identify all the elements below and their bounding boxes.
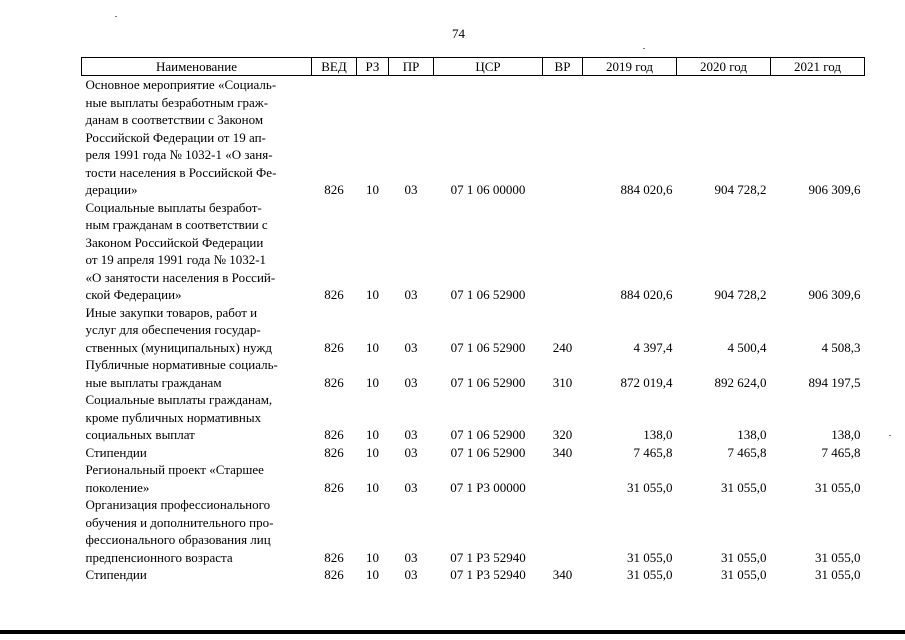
cell-pr: 03 [404, 182, 418, 197]
name-line: Основное мероприятие «Социаль- [85, 77, 277, 92]
table-row [82, 461, 865, 496]
name-line: Стипендии [85, 567, 147, 582]
name-line: ным гражданам в соответствии с [85, 217, 268, 232]
name-line: от 19 апреля 1991 года № 1032-1 [85, 252, 267, 267]
name-line: дерации» [85, 182, 138, 197]
cell-2021: 138,0 [831, 427, 861, 442]
header-csr: ЦСР [434, 58, 543, 76]
cell-2020: 904 728,2 [714, 287, 767, 302]
name-line: Социальные выплаты безработ- [85, 199, 262, 215]
name-line: ственных (муниципальных) нужд [85, 339, 272, 355]
header-vr: ВР [543, 58, 583, 76]
cell-pr: 03 [404, 339, 418, 355]
name-line: социальных выплат [85, 427, 195, 442]
cell-ved: 826 [324, 287, 344, 302]
cell-pr: 03 [404, 374, 418, 390]
cell-name [82, 496, 312, 566]
cell-rz: 10 [366, 479, 379, 495]
cell-vr [543, 76, 583, 199]
cell-rz: 10 [366, 549, 379, 565]
cell-2021: 7 465,8 [821, 444, 861, 460]
header-2021: 2021 год [771, 58, 865, 76]
header-pr: ПР [389, 58, 434, 76]
bottom-border [0, 630, 905, 634]
cell-rz: 10 [366, 444, 379, 460]
cell-pr: 03 [404, 427, 418, 442]
name-line: предпенсионного возраста [85, 549, 233, 565]
cell-2019: 31 055,0 [627, 549, 673, 565]
cell-pr: 03 [404, 479, 418, 495]
cell-csr: 07 1 P3 52940 [450, 567, 526, 582]
name-line: Стипендии [85, 444, 147, 460]
cell-vr: 340 [552, 444, 573, 460]
cell-name [82, 391, 312, 444]
header-2019: 2019 год [583, 58, 677, 76]
cell-2020: 4 500,4 [727, 339, 767, 355]
scan-speck [889, 435, 891, 436]
cell-2019: 31 055,0 [627, 567, 673, 582]
cell-name [82, 356, 312, 391]
table-body [82, 76, 865, 584]
cell-pr: 03 [404, 549, 418, 565]
page-number: 74 [452, 26, 465, 41]
name-line: фессионального образования лиц [85, 532, 271, 547]
cell-csr: 07 1 06 52900 [450, 374, 526, 390]
cell-ved: 826 [324, 567, 344, 582]
cell-2020: 138,0 [737, 427, 767, 442]
name-line: услуг для обеспечения государ- [85, 322, 261, 337]
cell-vr [543, 199, 583, 304]
cell-ved: 826 [324, 182, 344, 197]
name-line: «О занятости населения в Россий- [85, 269, 276, 285]
cell-name [82, 461, 312, 496]
name-line: реля 1991 года № 1032-1 «О заня- [85, 147, 273, 162]
cell-2020: 31 055,0 [721, 479, 767, 495]
cell-ved: 826 [324, 427, 344, 442]
cell-pr: 03 [404, 287, 418, 302]
cell-2021: 31 055,0 [815, 479, 861, 495]
cell-2020: 31 055,0 [721, 549, 767, 565]
header-rz: РЗ [357, 58, 389, 76]
cell-2019: 7 465,8 [633, 444, 673, 460]
cell-2020: 7 465,8 [727, 444, 767, 460]
cell-name [82, 199, 312, 304]
cell-rz: 10 [366, 182, 379, 197]
name-line: Законом Российской Федерации [85, 234, 264, 250]
cell-name [82, 304, 312, 357]
name-line: Социальные выплаты гражданам, [85, 392, 273, 407]
name-line: тости населения в Российской Фе- [85, 164, 277, 180]
cell-vr [543, 496, 583, 566]
cell-csr: 07 1 06 52900 [450, 339, 526, 355]
table-row [82, 444, 865, 462]
cell-rz: 10 [366, 374, 379, 390]
cell-rz: 10 [366, 567, 379, 582]
name-line: Иные закупки товаров, работ и [85, 304, 258, 320]
cell-name [82, 76, 312, 199]
cell-csr: 07 1 P3 52940 [450, 549, 526, 565]
cell-2021: 4 508,3 [821, 339, 861, 355]
table-row [82, 566, 865, 584]
table-row [82, 496, 865, 566]
name-line: ской Федерации» [85, 287, 182, 302]
header-2020: 2020 год [677, 58, 771, 76]
table-row [82, 199, 865, 304]
table-row [82, 76, 865, 199]
cell-vr: 320 [552, 427, 573, 442]
cell-rz: 10 [366, 427, 379, 442]
scan-speck [115, 16, 117, 17]
name-line: данам в соответствии с Законом [85, 112, 264, 127]
budget-table [81, 57, 865, 584]
cell-2019: 4 397,4 [633, 339, 673, 355]
name-line: Организация профессионального [85, 497, 271, 512]
name-line: Региональный проект «Старшее [85, 462, 264, 477]
cell-rz: 10 [366, 287, 379, 302]
table-row [82, 356, 865, 391]
cell-2019: 31 055,0 [627, 479, 673, 495]
cell-2020: 31 055,0 [721, 567, 767, 582]
table-row [82, 304, 865, 357]
cell-2021: 31 055,0 [815, 567, 861, 582]
cell-2019: 884 020,6 [620, 182, 673, 197]
cell-csr: 07 1 06 52900 [450, 287, 526, 302]
name-line: Публичные нормативные социаль- [85, 357, 278, 372]
header-name: Наименование [82, 58, 312, 76]
cell-vr: 340 [552, 567, 573, 582]
cell-csr: 07 1 06 52900 [450, 444, 526, 460]
name-line: ные выплаты гражданам [85, 374, 222, 390]
name-line: обучения и дополнительного про- [85, 514, 274, 530]
scan-speck [643, 48, 645, 49]
cell-2021: 894 197,5 [808, 374, 861, 390]
cell-name [82, 444, 312, 462]
cell-2021: 906 309,6 [808, 182, 861, 197]
table-header-row [82, 58, 865, 76]
cell-ved: 826 [324, 374, 344, 390]
name-line: ные выплаты безработным граж- [85, 94, 269, 110]
cell-name [82, 566, 312, 584]
cell-2021: 906 309,6 [808, 287, 861, 302]
cell-vr [543, 461, 583, 496]
cell-csr: 07 1 06 52900 [450, 427, 526, 442]
cell-2020: 904 728,2 [714, 182, 767, 197]
header-ved: ВЕД [312, 58, 357, 76]
cell-rz: 10 [366, 339, 379, 355]
cell-ved: 826 [324, 339, 344, 355]
cell-ved: 826 [324, 479, 344, 495]
name-line: кроме публичных нормативных [85, 409, 262, 425]
cell-2020: 892 624,0 [714, 374, 767, 390]
cell-2019: 138,0 [643, 427, 673, 442]
table-row [82, 391, 865, 444]
cell-csr: 07 1 P3 00000 [450, 479, 526, 495]
cell-2021: 31 055,0 [815, 549, 861, 565]
cell-2019: 884 020,6 [620, 287, 673, 302]
cell-vr: 310 [552, 374, 573, 390]
cell-pr: 03 [404, 567, 418, 582]
cell-vr: 240 [552, 339, 573, 355]
name-line: поколение» [85, 479, 150, 495]
cell-csr: 07 1 06 00000 [450, 182, 526, 197]
cell-pr: 03 [404, 444, 418, 460]
cell-ved: 826 [324, 549, 344, 565]
name-line: Российской Федерации от 19 ап- [85, 129, 266, 145]
cell-ved: 826 [324, 444, 344, 460]
cell-2019: 872 019,4 [620, 374, 673, 390]
